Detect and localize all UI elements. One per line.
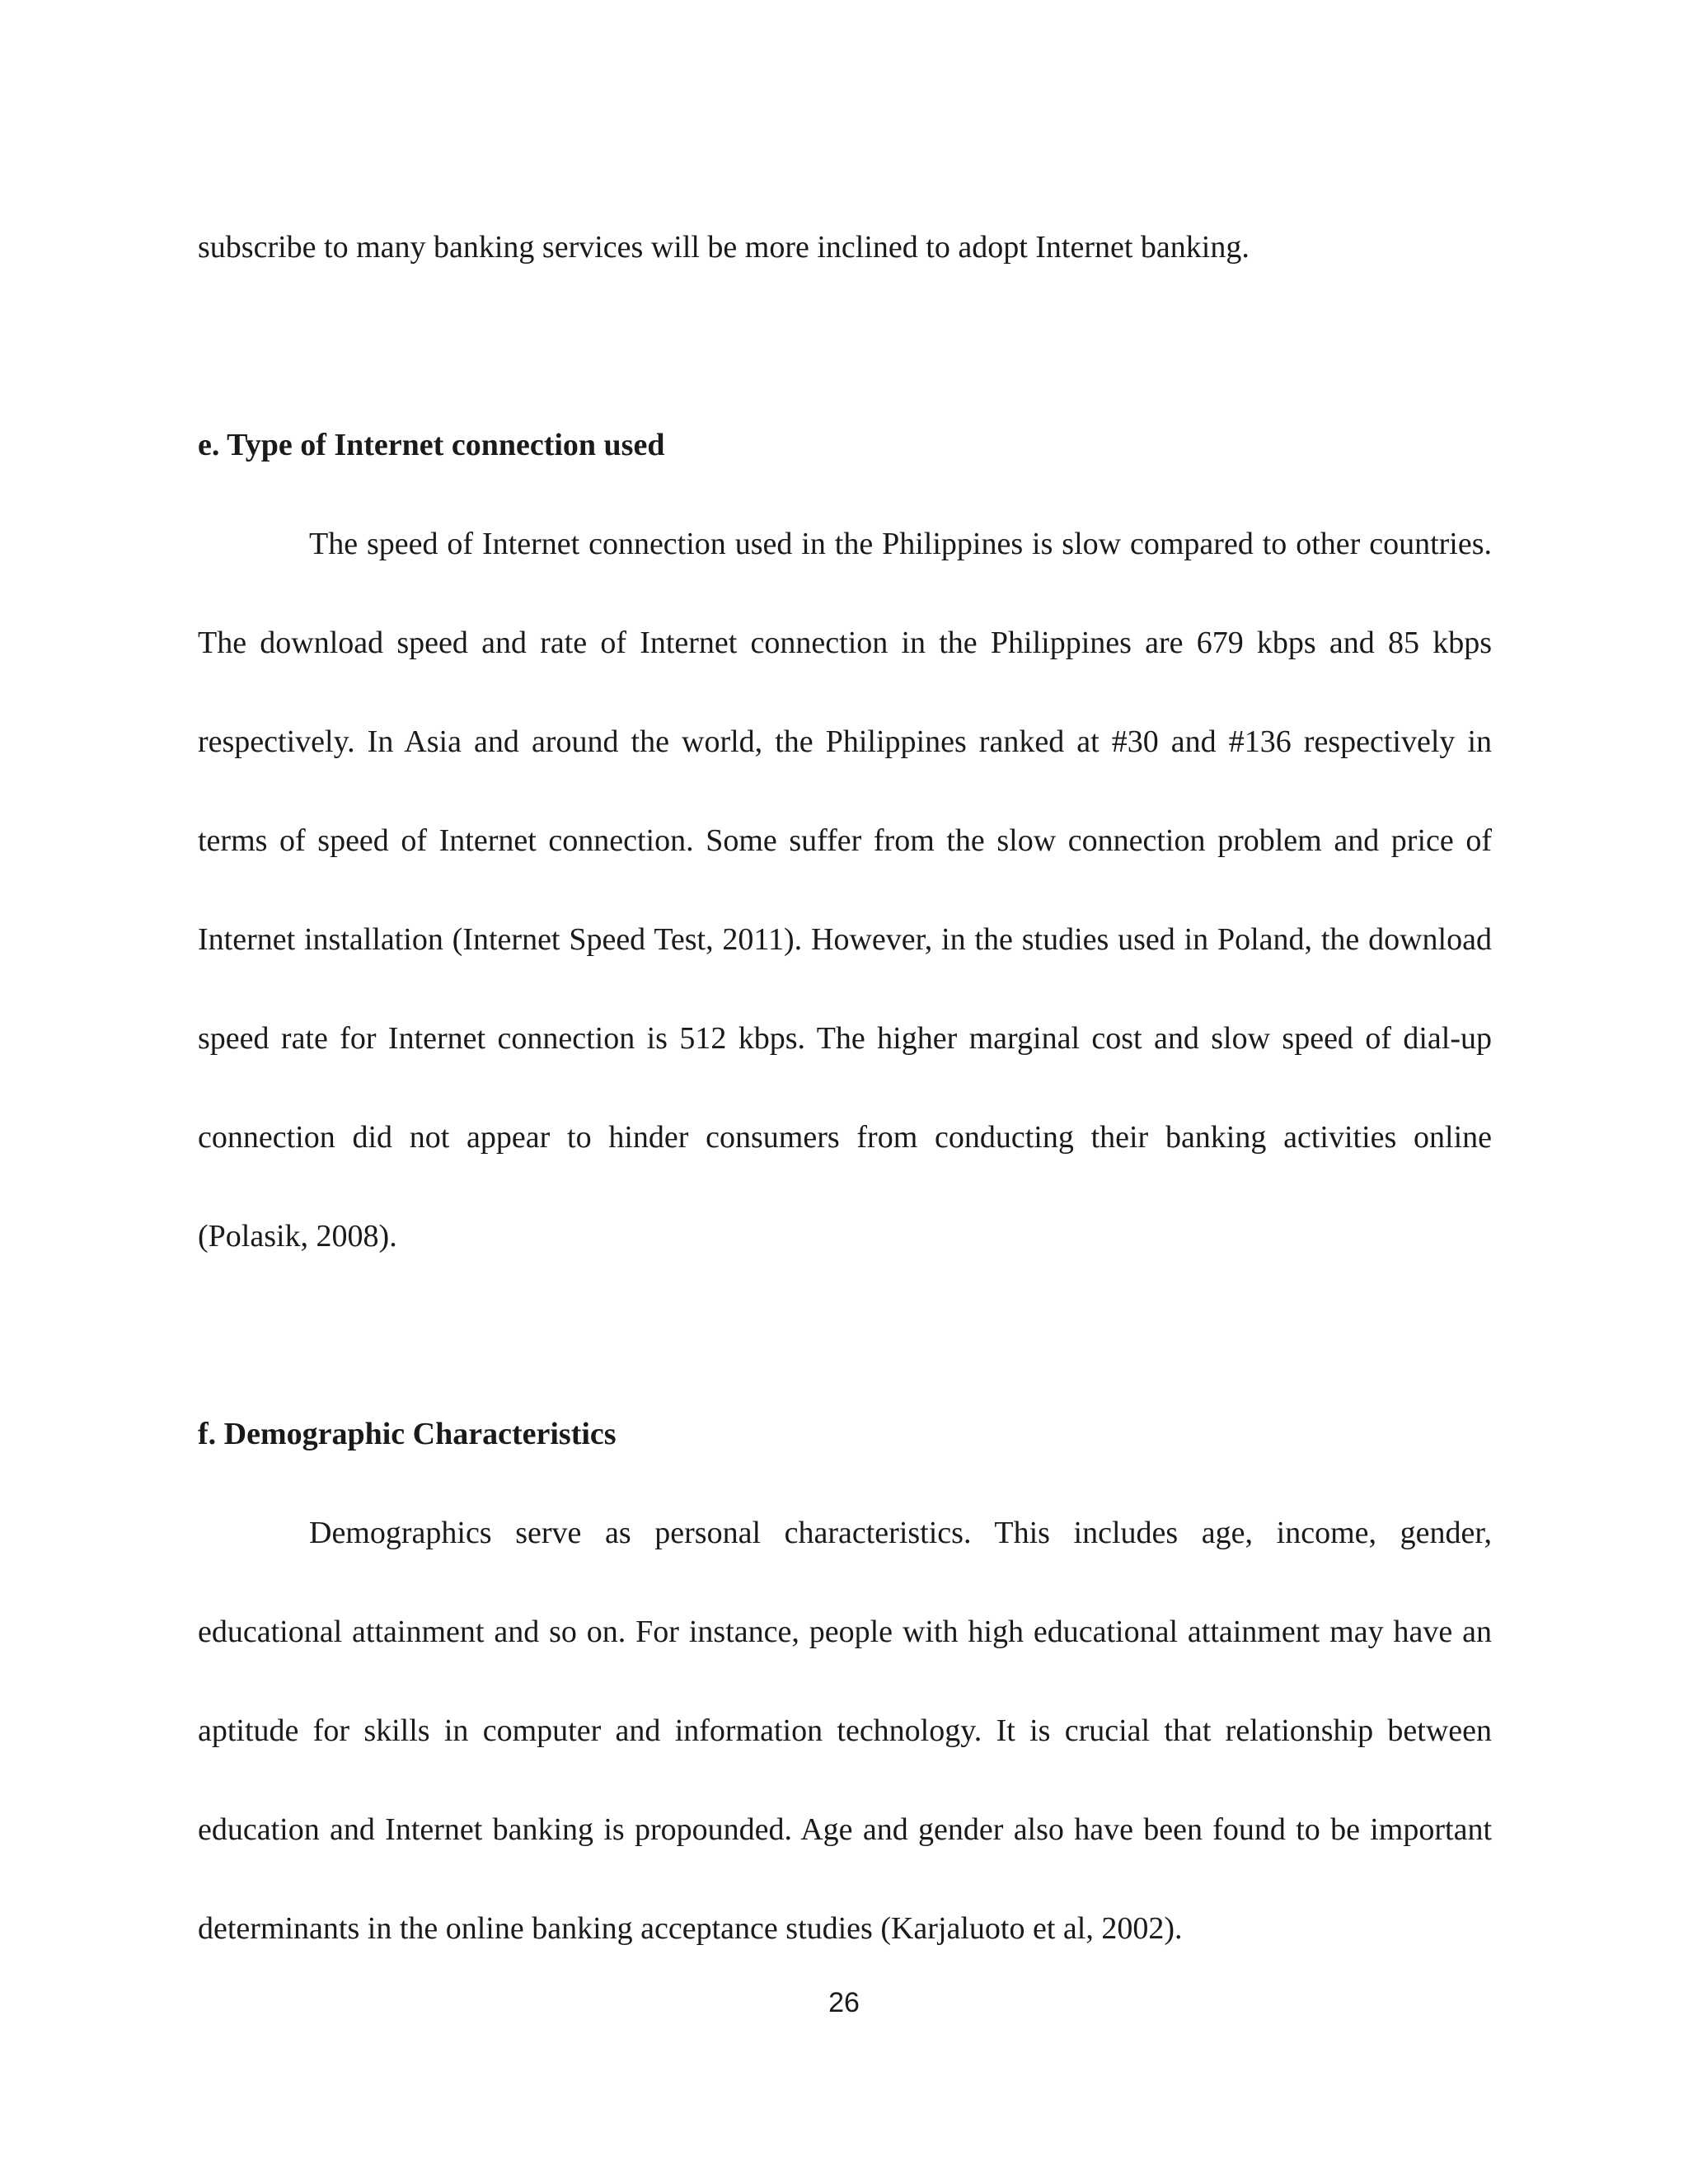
section-paragraph-demographic-characteristics: Demographics serve as personal characteristics. This includes age, income, gender, educational attainment and so on. For instance, people with high educational attainment may have an aptitude for skills in computer and information technology. It is crucial that relationship between education and Internet banking is propounded. Age and gender also have been found to be important determinants in the online banking acceptance studies (Karjaluoto et al, 2002). (198, 1516, 1492, 1946)
section-heading-demographic-characteristics: f. Demographic Characteristics (198, 1417, 617, 1451)
page-number: 26 (828, 1987, 860, 2018)
section-heading-internet-connection: e. Type of Internet connection used (198, 428, 665, 462)
continuation-paragraph: subscribe to many banking services will be more inclined to adopt Internet banking. (198, 230, 1250, 265)
section-paragraph-internet-connection: The speed of Internet connection used in the Philippines is slow compared to other countries. The download speed and rate of Internet connection in the Philippines are 679 kbps and 85 kbps respectively. In Asia and around the world, the Philippines ranked at #30 and #136 respectively in terms of speed of Internet connection. Some suffer from the slow connection problem and price of Internet installation (Internet Speed Test, 2011). However, in the studies used in Poland, the download speed rate for Internet connection is 512 kbps. The higher marginal cost and slow speed of dial-up connection did not appear to hinder consumers from conducting their banking activities online (Polasik, 2008). (198, 527, 1492, 1254)
